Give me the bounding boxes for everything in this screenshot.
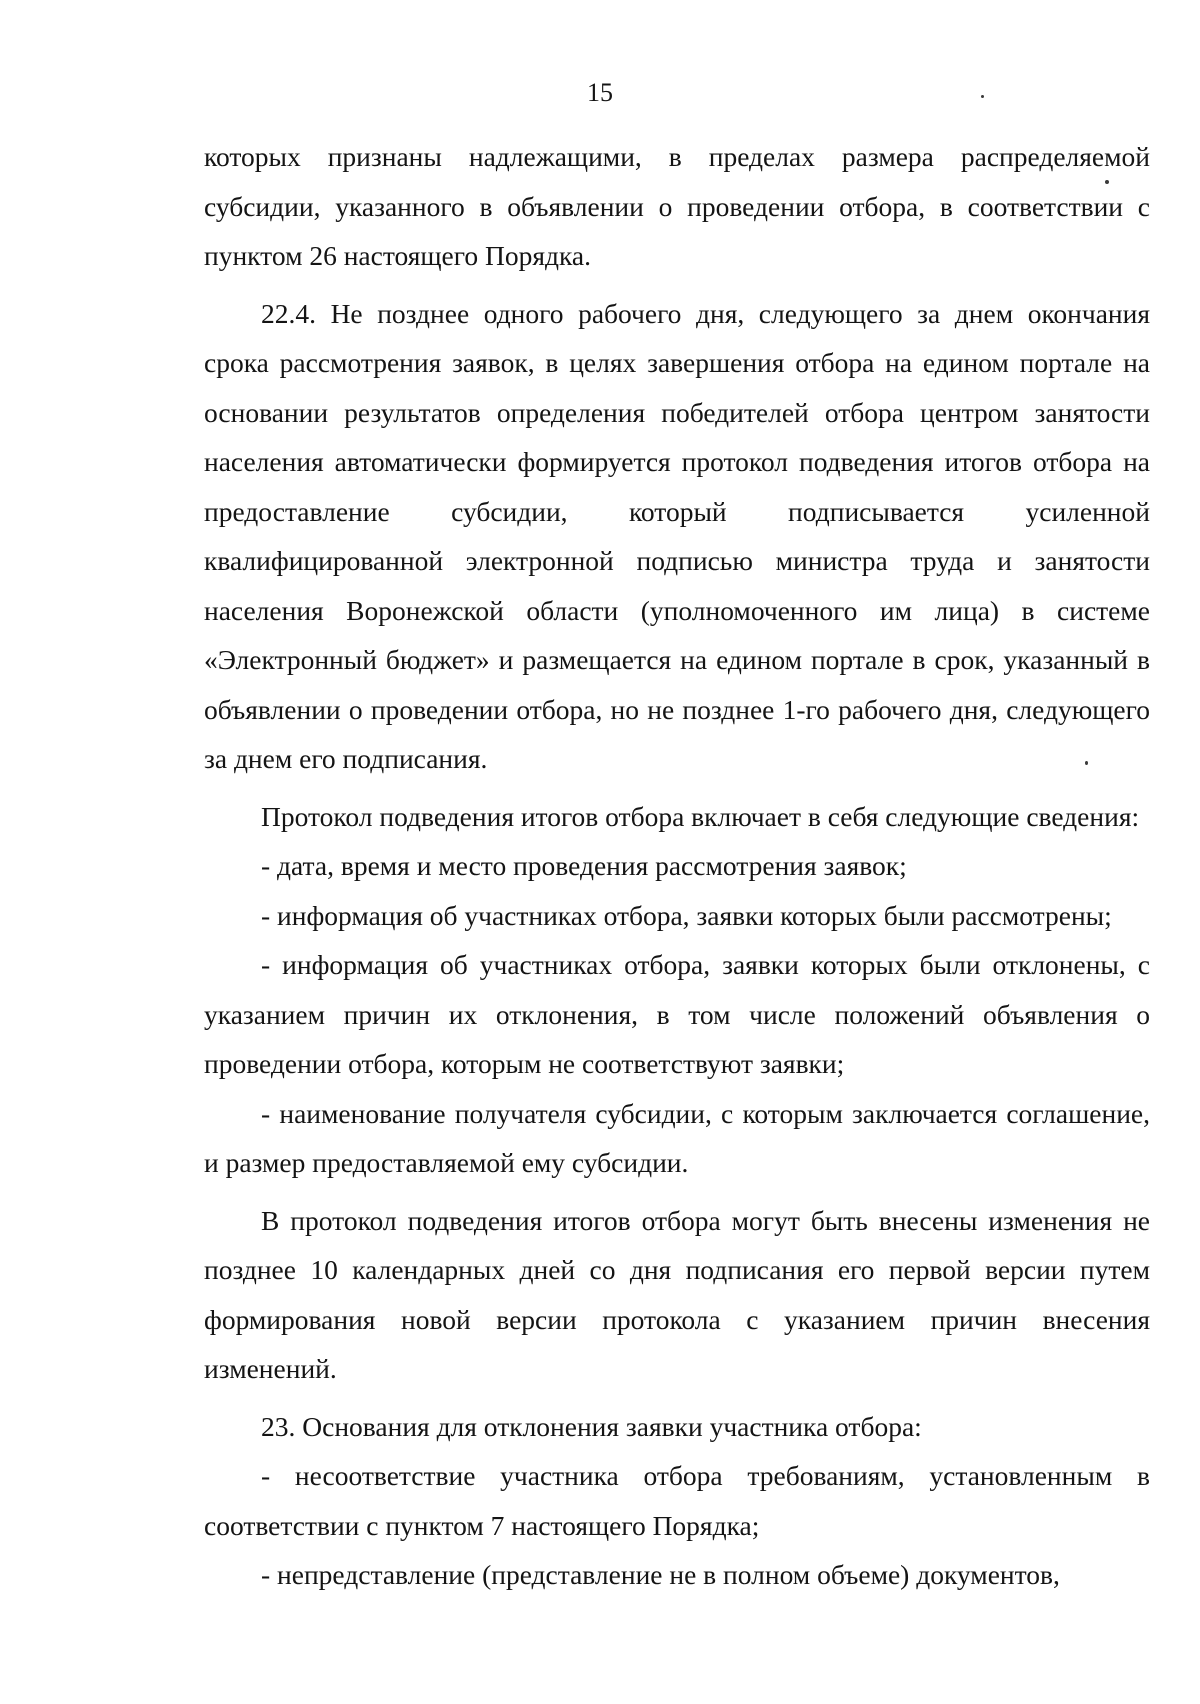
paragraph-protocol-changes: В протокол подведения итогов отбора могут быть внесены изменения не позднее 10 календарных дней со дня подписания его первой версии путем формирования новой версии протокола с указанием причин внесения изменений. — [204, 1204, 1150, 1384]
paragraph-22-4: 22.4. Не позднее одного рабочего дня, следующего за днем окончания срока рассмотрения заявок, в целях завершения отбора на едином портале на основании результатов определения победителей отбора центром занятости населения автоматически формируется протокол подведения итогов отбора на предоставление субсидии, который подписывается усиленной квалифицированной электронной подписью министра труда и занятости населения Воронежской области (уполномоченного им лица) в системе «Электронный бюджет» и размещается на едином портале в срок, указанный в объявлении о проведении отбора, но не позднее 1-го рабочего дня, следующего за днем его подписания. — [204, 297, 1150, 774]
list-item: - информация об участниках отбора, заявки которых были отклонены, с указанием причин их отклонения, в том числе положений объявления о проведении отбора, которым не соответствуют заявки; — [204, 949, 1150, 1079]
page-number: 15 — [587, 78, 613, 107]
document-body — [204, 132, 1150, 1600]
list-item: - несоответствие участника отбора требованиям, установленным в соответствии с пунктом 7 настоящего Порядка; — [204, 1460, 1150, 1541]
list-item: - дата, время и место проведения рассмотрения заявок; — [261, 850, 907, 881]
paragraph-continuation: которых признаны надлежащими, в пределах размера распределяемой субсидии, указанного в объявлении о проведении отбора, в соответствии с пунктом 26 настоящего Порядка. — [204, 141, 1150, 271]
paragraph-23: 23. Основания для отклонения заявки участника отбора: — [261, 1410, 922, 1442]
list-item: - непредставление (представление не в полном объеме) документов, — [261, 1559, 1060, 1590]
scan-speck — [981, 95, 984, 98]
paragraph-protocol-contents: Протокол подведения итогов отбора включает в себя следующие сведения: — [261, 800, 1140, 832]
list-item: - информация об участниках отбора, заявки которых были рассмотрены; — [261, 899, 1112, 931]
list-item: - наименование получателя субсидии, с которым заключается соглашение, и размер предоставляемой ему субсидии. — [204, 1097, 1150, 1178]
